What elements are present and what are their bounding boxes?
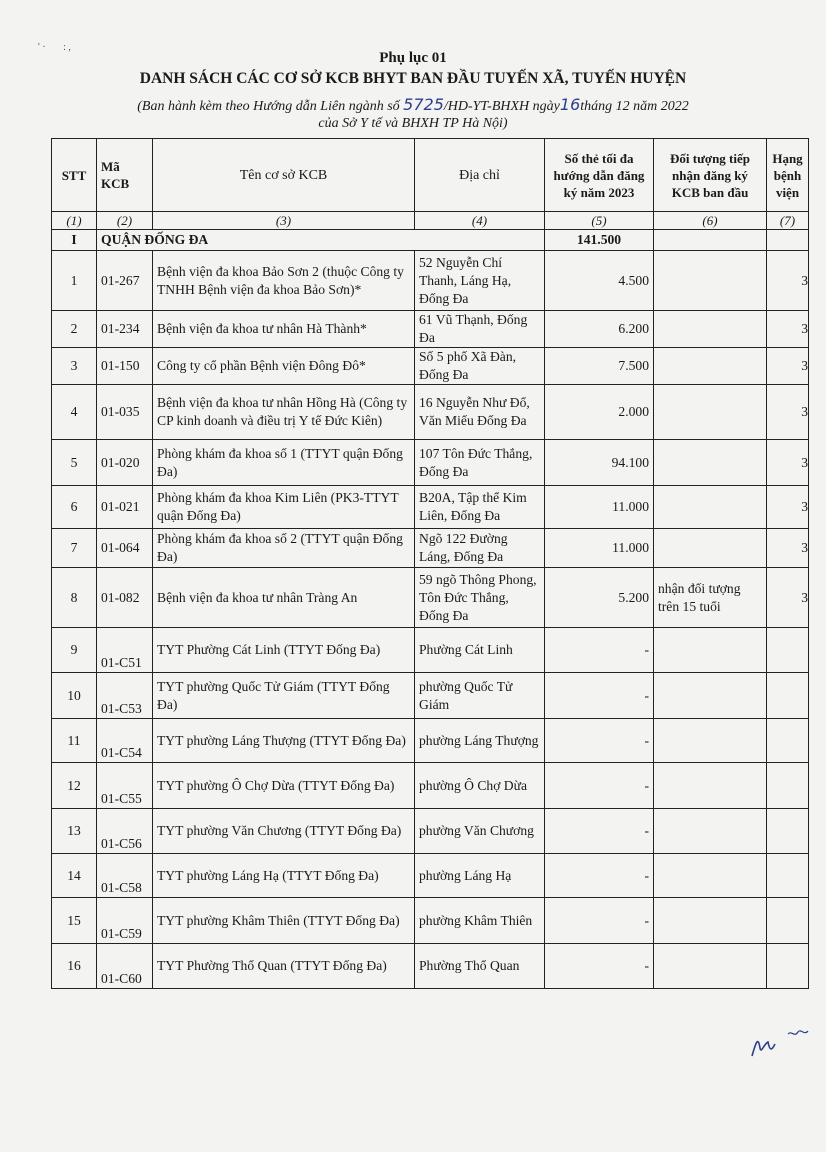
- code-cell: 01-C56: [97, 809, 153, 854]
- cards-cell: 4.500: [545, 251, 654, 311]
- section-total: 141.500: [545, 230, 654, 251]
- table-row: [52, 719, 809, 763]
- code-cell: 01-150: [97, 348, 153, 385]
- target-cell: [654, 529, 767, 568]
- col-number: (6): [654, 212, 767, 230]
- target-cell: [654, 673, 767, 719]
- address-cell: phường Láng Thượng: [415, 719, 545, 763]
- col-number: (5): [545, 212, 654, 230]
- stt-cell: 14: [52, 854, 97, 898]
- rank-cell: [767, 673, 809, 719]
- code-cell: 01-C51: [97, 628, 153, 673]
- table-row: [52, 673, 809, 719]
- rank-cell: [767, 628, 809, 673]
- rank-cell: [767, 719, 809, 763]
- rank-cell: [767, 763, 809, 809]
- stt-cell: 9: [52, 628, 97, 673]
- facility-name-cell: TYT Phường Thổ Quan (TTYT Đống Đa): [153, 944, 415, 989]
- stt-cell: 2: [52, 311, 97, 348]
- cards-cell: 6.200: [545, 311, 654, 348]
- address-cell: Phường Cát Linh: [415, 628, 545, 673]
- rank-cell: [767, 854, 809, 898]
- facility-name-cell: Bệnh viện đa khoa tư nhân Tràng An: [153, 568, 415, 628]
- target-cell: [654, 440, 767, 486]
- address-cell: phường Văn Chương: [415, 809, 545, 854]
- table-row: [52, 529, 809, 568]
- stt-cell: 15: [52, 898, 97, 944]
- cards-cell: 11.000: [545, 486, 654, 529]
- table-row: [52, 854, 809, 898]
- col-header-name: Tên cơ sở KCB: [153, 139, 415, 212]
- section-name: QUẬN ĐỐNG ĐA: [97, 230, 545, 251]
- col-number: (4): [415, 212, 545, 230]
- stt-cell: 6: [52, 486, 97, 529]
- address-cell: Số 5 phố Xã Đàn, Đống Đa: [415, 348, 545, 385]
- target-cell: [654, 944, 767, 989]
- target-cell: [654, 311, 767, 348]
- rank-cell: [767, 809, 809, 854]
- table-row: [52, 568, 809, 628]
- facility-name-cell: Phòng khám đa khoa số 2 (TTYT quận Đống Đa): [153, 529, 415, 568]
- cards-cell: 11.000: [545, 529, 654, 568]
- col-header-address: Địa chỉ: [415, 139, 545, 212]
- facility-name-cell: Bệnh viện đa khoa Bảo Sơn 2 (thuộc Công ty TNHH Bệnh viện đa khoa Bảo Sơn)*: [153, 251, 415, 311]
- address-cell: Phường Thổ Quan: [415, 944, 545, 989]
- address-cell: 59 ngõ Thông Phong, Tôn Đức Thắng, Đống Đa: [415, 568, 545, 628]
- address-cell: phường Quốc Tử Giám: [415, 673, 545, 719]
- document-title: DANH SÁCH CÁC CƠ SỞ KCB BHYT BAN ĐẦU TUYẾN XÃ, TUYẾN HUYỆN: [139, 70, 687, 87]
- target-cell: [654, 486, 767, 529]
- cards-cell: -: [545, 673, 654, 719]
- code-cell: 01-082: [97, 568, 153, 628]
- code-cell: 01-020: [97, 440, 153, 486]
- facility-name-cell: TYT phường Láng Hạ (TTYT Đống Đa): [153, 854, 415, 898]
- table-row: [52, 251, 809, 311]
- code-cell: 01-C53: [97, 673, 153, 719]
- cards-cell: -: [545, 719, 654, 763]
- target-cell: [654, 763, 767, 809]
- facility-name-cell: Công ty cổ phần Bệnh viện Đông Đô*: [153, 348, 415, 385]
- stt-cell: 12: [52, 763, 97, 809]
- rank-cell: 3: [767, 348, 809, 385]
- subtitle-suffix: tháng 12 năm 2022: [580, 99, 689, 114]
- address-cell: 61 Vũ Thạnh, Đống Đa: [415, 311, 545, 348]
- cards-cell: -: [545, 628, 654, 673]
- target-cell: [654, 898, 767, 944]
- target-cell: [654, 251, 767, 311]
- section-row: [52, 230, 809, 251]
- stt-cell: 5: [52, 440, 97, 486]
- col-number: (7): [767, 212, 809, 230]
- cards-cell: -: [545, 809, 654, 854]
- target-cell: [654, 628, 767, 673]
- cards-cell: -: [545, 854, 654, 898]
- address-cell: phường Láng Hạ: [415, 854, 545, 898]
- col-header-cards: Số thẻ tối đa hướng dẫn đăng ký năm 2023: [545, 139, 654, 212]
- col-header-stt: STT: [52, 139, 97, 212]
- address-cell: Ngõ 122 Đường Láng, Đống Đa: [415, 529, 545, 568]
- target-cell: [654, 854, 767, 898]
- cards-cell: 94.100: [545, 440, 654, 486]
- facility-name-cell: Phòng khám đa khoa số 1 (TTYT quận Đống Đa): [153, 440, 415, 486]
- cards-cell: -: [545, 944, 654, 989]
- handwritten-doc-number: 5725: [403, 95, 444, 114]
- stt-cell: 1: [52, 251, 97, 311]
- column-number-row: [52, 212, 809, 230]
- stt-cell: 16: [52, 944, 97, 989]
- rank-cell: 3: [767, 311, 809, 348]
- section-stt: I: [52, 230, 97, 251]
- table-row: [52, 486, 809, 529]
- target-cell: [654, 719, 767, 763]
- subtitle-mid: /HD-YT-BHXH ngày: [443, 99, 560, 114]
- col-header-rank: Hạng bệnh viện: [767, 139, 809, 212]
- facility-name-cell: Bệnh viện đa khoa tư nhân Hồng Hà (Công ty CP kinh doanh và điều trị Y tế Đức Kiên): [153, 385, 415, 440]
- facility-table: [51, 138, 809, 989]
- table-row: [52, 809, 809, 854]
- code-cell: 01-267: [97, 251, 153, 311]
- table-row: [52, 348, 809, 385]
- rank-cell: 3: [767, 568, 809, 628]
- document-subtitle: [0, 95, 826, 115]
- stt-cell: 10: [52, 673, 97, 719]
- stt-cell: 7: [52, 529, 97, 568]
- col-header-target: Đối tượng tiếp nhận đăng ký KCB ban đầu: [654, 139, 767, 212]
- stt-cell: 13: [52, 809, 97, 854]
- code-cell: 01-021: [97, 486, 153, 529]
- address-cell: 52 Nguyễn Chí Thanh, Láng Hạ, Đống Đa: [415, 251, 545, 311]
- table-row: [52, 628, 809, 673]
- rank-cell: 3: [767, 440, 809, 486]
- stt-cell: 11: [52, 719, 97, 763]
- facility-name-cell: TYT phường Láng Thượng (TTYT Đống Đa): [153, 719, 415, 763]
- scan-specks: ' · : ,: [38, 42, 71, 53]
- rank-cell: [767, 944, 809, 989]
- cards-cell: -: [545, 898, 654, 944]
- code-cell: 01-C55: [97, 763, 153, 809]
- section-empty: [767, 230, 809, 251]
- col-header-code: Mã KCB: [97, 139, 153, 212]
- col-number: (2): [97, 212, 153, 230]
- handwritten-initials: [748, 1022, 818, 1062]
- facility-name-cell: TYT phường Quốc Tử Giám (TTYT Đống Đa): [153, 673, 415, 719]
- table-row: [52, 385, 809, 440]
- table-row: [52, 898, 809, 944]
- address-cell: phường Khâm Thiên: [415, 898, 545, 944]
- target-cell: [654, 385, 767, 440]
- facility-name-cell: Bệnh viện đa khoa tư nhân Hà Thành*: [153, 311, 415, 348]
- target-cell: nhận đối tượng trên 15 tuổi: [654, 568, 767, 628]
- code-cell: 01-035: [97, 385, 153, 440]
- facility-name-cell: TYT phường Khâm Thiên (TTYT Đống Đa): [153, 898, 415, 944]
- col-number: (1): [52, 212, 97, 230]
- cards-cell: -: [545, 763, 654, 809]
- code-cell: 01-234: [97, 311, 153, 348]
- cards-cell: 5.200: [545, 568, 654, 628]
- code-cell: 01-C60: [97, 944, 153, 989]
- handwritten-doc-day: 16: [559, 95, 581, 114]
- target-cell: [654, 348, 767, 385]
- code-cell: 01-064: [97, 529, 153, 568]
- col-number: (3): [153, 212, 415, 230]
- code-cell: 01-C59: [97, 898, 153, 944]
- table-row: [52, 763, 809, 809]
- cards-cell: 7.500: [545, 348, 654, 385]
- appendix-title: Phụ lục 01: [379, 50, 447, 66]
- facility-name-cell: TYT Phường Cát Linh (TTYT Đống Đa): [153, 628, 415, 673]
- facility-name-cell: Phòng khám đa khoa Kim Liên (PK3-TTYT quận Đống Đa): [153, 486, 415, 529]
- rank-cell: 3: [767, 529, 809, 568]
- subtitle-prefix: (Ban hành kèm theo Hướng dẫn Liên ngành số: [137, 99, 404, 114]
- section-empty: [654, 230, 767, 251]
- stt-cell: 3: [52, 348, 97, 385]
- table-row: [52, 944, 809, 989]
- address-cell: phường Ô Chợ Dừa: [415, 763, 545, 809]
- rank-cell: [767, 898, 809, 944]
- table-row: [52, 440, 809, 486]
- rank-cell: 3: [767, 486, 809, 529]
- cards-cell: 2.000: [545, 385, 654, 440]
- rank-cell: 3: [767, 385, 809, 440]
- code-cell: 01-C54: [97, 719, 153, 763]
- header-row: [52, 139, 809, 212]
- target-cell: [654, 809, 767, 854]
- document-subtitle-line2: của Sở Y tế và BHXH TP Hà Nội): [318, 116, 508, 131]
- stt-cell: 8: [52, 568, 97, 628]
- table-row: [52, 311, 809, 348]
- facility-name-cell: TYT phường Văn Chương (TTYT Đống Đa): [153, 809, 415, 854]
- code-cell: 01-C58: [97, 854, 153, 898]
- facility-name-cell: TYT phường Ô Chợ Dừa (TTYT Đống Đa): [153, 763, 415, 809]
- address-cell: B20A, Tập thể Kim Liên, Đống Đa: [415, 486, 545, 529]
- stt-cell: 4: [52, 385, 97, 440]
- address-cell: 107 Tôn Đức Thắng, Đống Đa: [415, 440, 545, 486]
- rank-cell: 3: [767, 251, 809, 311]
- address-cell: 16 Nguyễn Như Đổ, Văn Miếu Đống Đa: [415, 385, 545, 440]
